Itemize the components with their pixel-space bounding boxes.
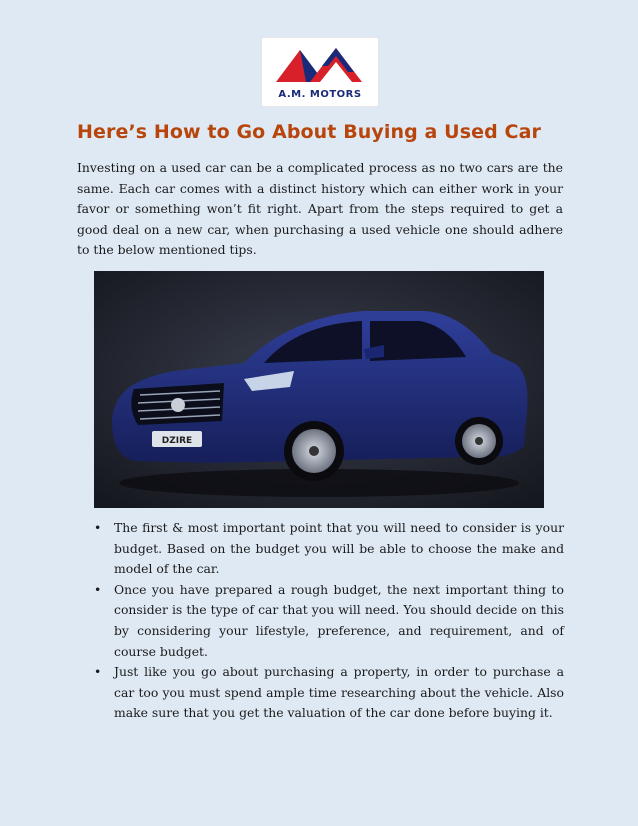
logo-mark-icon [262,38,378,88]
list-item [94,580,564,662]
logo-text: A.M. MOTORS [278,89,362,100]
tips-list [94,518,564,724]
bullet-icon: • [94,581,102,597]
list-item [94,518,564,580]
list-item-text: Once you have prepared a rough budget, the next important thing to consider is the type of car that you will need. You should decide on this by considering your lifestyle, preference, and requirement, and of course budget. [114,581,564,659]
bullet-icon: • [94,520,102,535]
page-title: Here’s How to Go About Buying a Used Car [77,121,541,143]
list-item-text: The first & most important point that you will need to consider is your budget. Based on the budget you will be able to choose the make and model of the car. [114,520,564,577]
list-item-text: Just like you go about purchasing a property, in order to purchase a car too you must spend ample time researching about the vehicle. Also make sure that you get the valuation of the car done before buying it. [114,664,564,721]
bullet-icon: • [94,664,102,680]
badge-text: DZIRE [161,436,193,446]
intro-paragraph: Investing on a used car can be a complicated process as no two cars are the same. Each car comes with a distinct history which can either work in your favor or something won’t fit right. Apart from the steps required to get a good deal on a new car, when purchasing a used vehicle one should adhere to the below mentioned tips. [77,160,563,258]
brand-logo [261,37,379,107]
car-image [94,271,544,508]
list-item [94,662,564,724]
